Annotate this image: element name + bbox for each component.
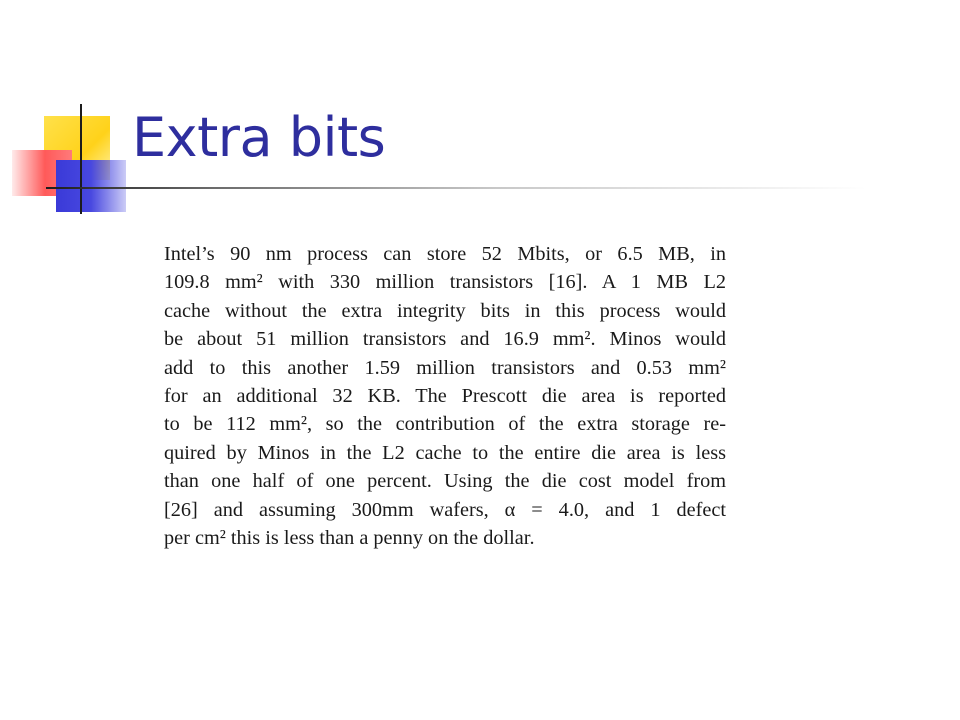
excerpt-line: add to this another 1.59 million transistors and 0.53 mm² xyxy=(164,356,726,379)
blue-square-decoration xyxy=(56,160,126,212)
title-decoration xyxy=(0,0,140,230)
excerpt-line: to be 112 mm², so the contribution of the extra storage re- xyxy=(164,413,726,436)
slide-title: Extra bits xyxy=(132,106,386,169)
excerpt-line: be about 51 million transistors and 16.9 mm². Minos would xyxy=(164,328,726,351)
vertical-rule xyxy=(80,104,82,214)
excerpt-line: cache without the extra integrity bits in this process would xyxy=(164,299,726,322)
title-underline xyxy=(46,187,866,189)
excerpt-line: than one half of one percent. Using the die cost model from xyxy=(164,470,726,493)
paper-excerpt xyxy=(164,240,726,552)
excerpt-line: 109.8 mm² with 330 million transistors [16]. A 1 MB L2 xyxy=(164,271,726,294)
excerpt-line: for an additional 32 KB. The Prescott die area is reported xyxy=(164,385,726,408)
excerpt-line: quired by Minos in the L2 cache to the entire die area is less xyxy=(164,441,726,464)
excerpt-line: per cm² this is less than a penny on the dollar. xyxy=(164,527,535,550)
excerpt-line: [26] and assuming 300mm wafers, α = 4.0, and 1 defect xyxy=(164,498,726,521)
excerpt-line: Intel’s 90 nm process can store 52 Mbits, or 6.5 MB, in xyxy=(164,243,726,265)
